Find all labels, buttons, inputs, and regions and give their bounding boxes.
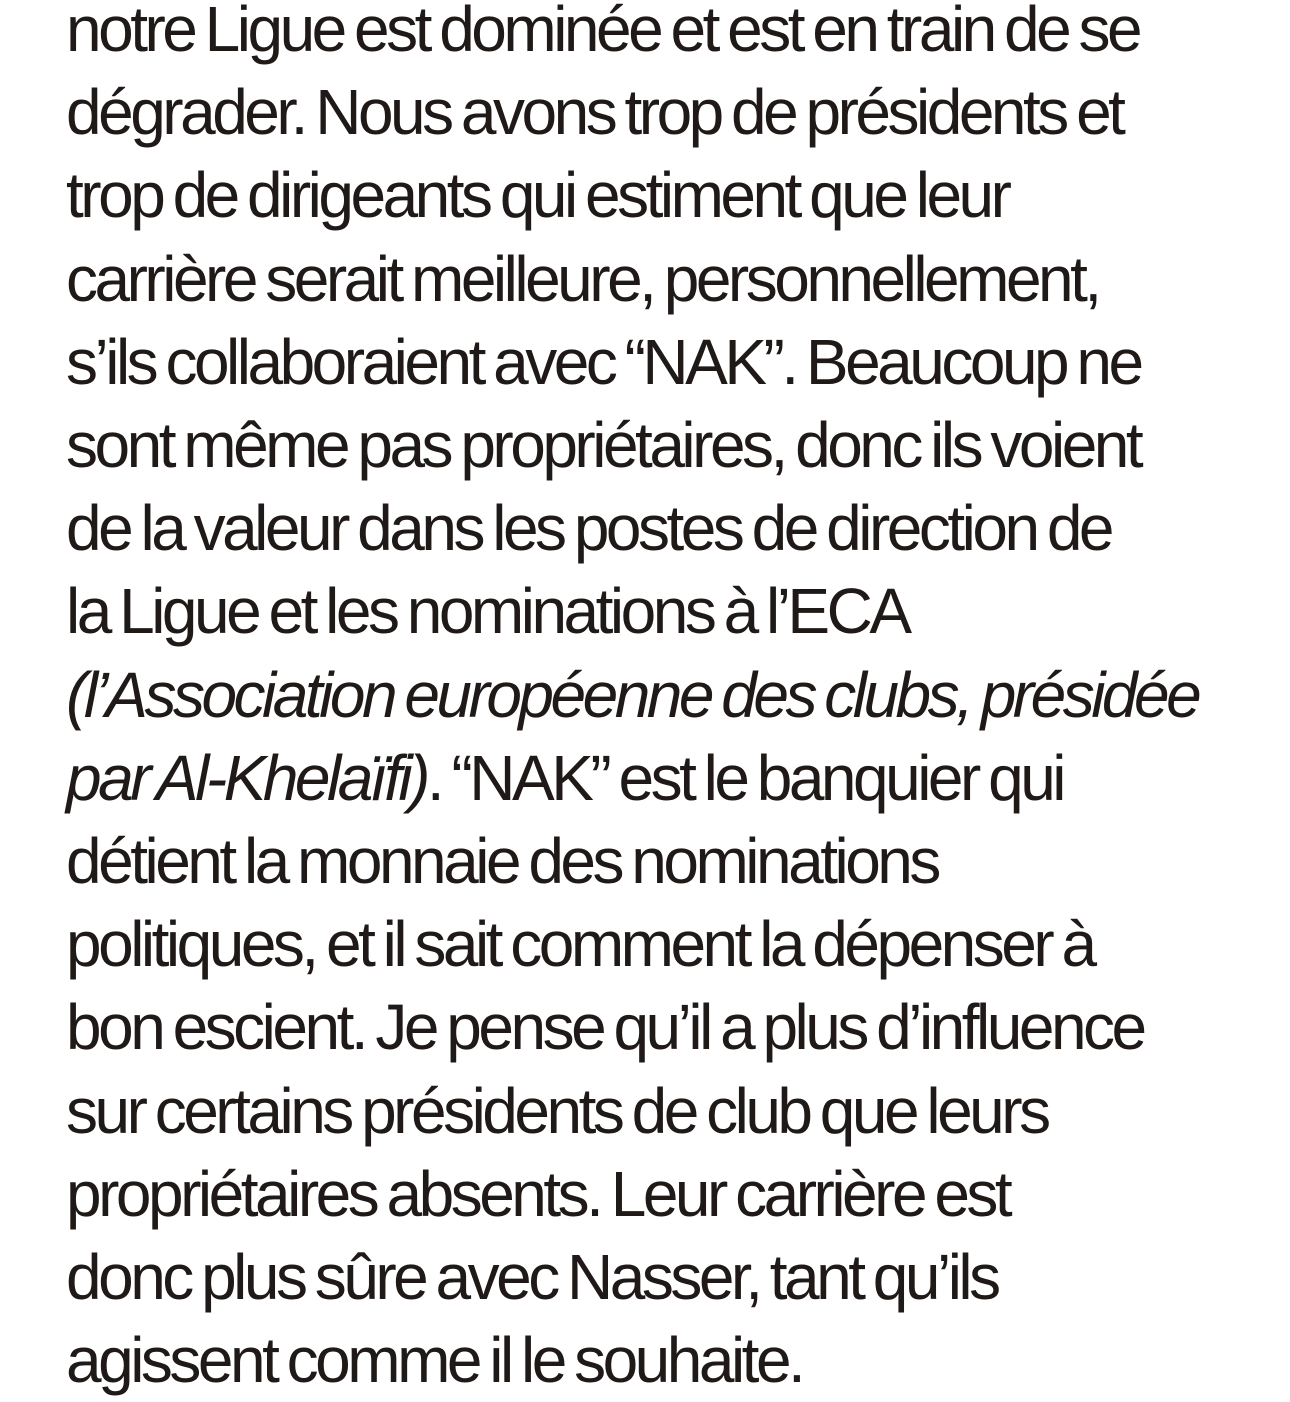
text-line xyxy=(66,1319,1266,1402)
text-run: détient la monnaie des nominations xyxy=(66,825,938,898)
text-run: de la valeur dans les postes de direction de xyxy=(66,492,1111,565)
text-run: carrière serait meilleure, personnellement, xyxy=(66,242,1099,315)
text-line xyxy=(66,71,1266,154)
text-line xyxy=(66,487,1266,570)
text-line xyxy=(66,820,1266,903)
text-line xyxy=(66,654,1266,737)
article-body xyxy=(66,0,1266,1402)
text-line xyxy=(66,570,1266,653)
text-run: donc plus sûre avec Nasser, tant qu’ils xyxy=(66,1241,998,1314)
text-line xyxy=(66,0,1266,71)
text-run: politiques, et il sait comment la dépenser à xyxy=(66,908,1094,981)
text-run: s’ils collaboraient avec “NAK”. Beaucoup ne xyxy=(66,325,1141,398)
text-run: dégrader. Nous avons trop de présidents et xyxy=(66,76,1123,149)
text-run: trop de dirigeants qui estiment que leur xyxy=(66,159,1009,232)
text-line xyxy=(66,903,1266,986)
text-run: sont même pas propriétaires, donc ils voient xyxy=(66,409,1141,482)
text-line xyxy=(66,1236,1266,1319)
italic-aside: (l’Association européenne des clubs, présidée xyxy=(66,658,1199,731)
text-line xyxy=(66,404,1266,487)
text-line xyxy=(66,737,1266,820)
italic-aside: par Al-Khelaïfi) xyxy=(66,741,427,814)
text-line xyxy=(66,321,1266,404)
text-run: agissent comme il le souhaite. xyxy=(66,1324,803,1397)
text-line xyxy=(66,238,1266,321)
text-line xyxy=(66,1070,1266,1153)
text-run: notre Ligue est dominée et est en train de se xyxy=(66,0,1140,65)
text-line xyxy=(66,986,1266,1069)
text-run: sur certains présidents de club que leurs xyxy=(66,1074,1048,1147)
text-run: . “NAK” est le banquier qui xyxy=(426,741,1063,814)
text-run: la Ligue et les nominations à l’ECA xyxy=(66,575,909,648)
text-line xyxy=(66,154,1266,237)
text-run: bon escient. Je pense qu’il a plus d’influence xyxy=(66,991,1144,1064)
text-run: propriétaires absents. Leur carrière est xyxy=(66,1157,1010,1230)
text-line xyxy=(66,1153,1266,1236)
